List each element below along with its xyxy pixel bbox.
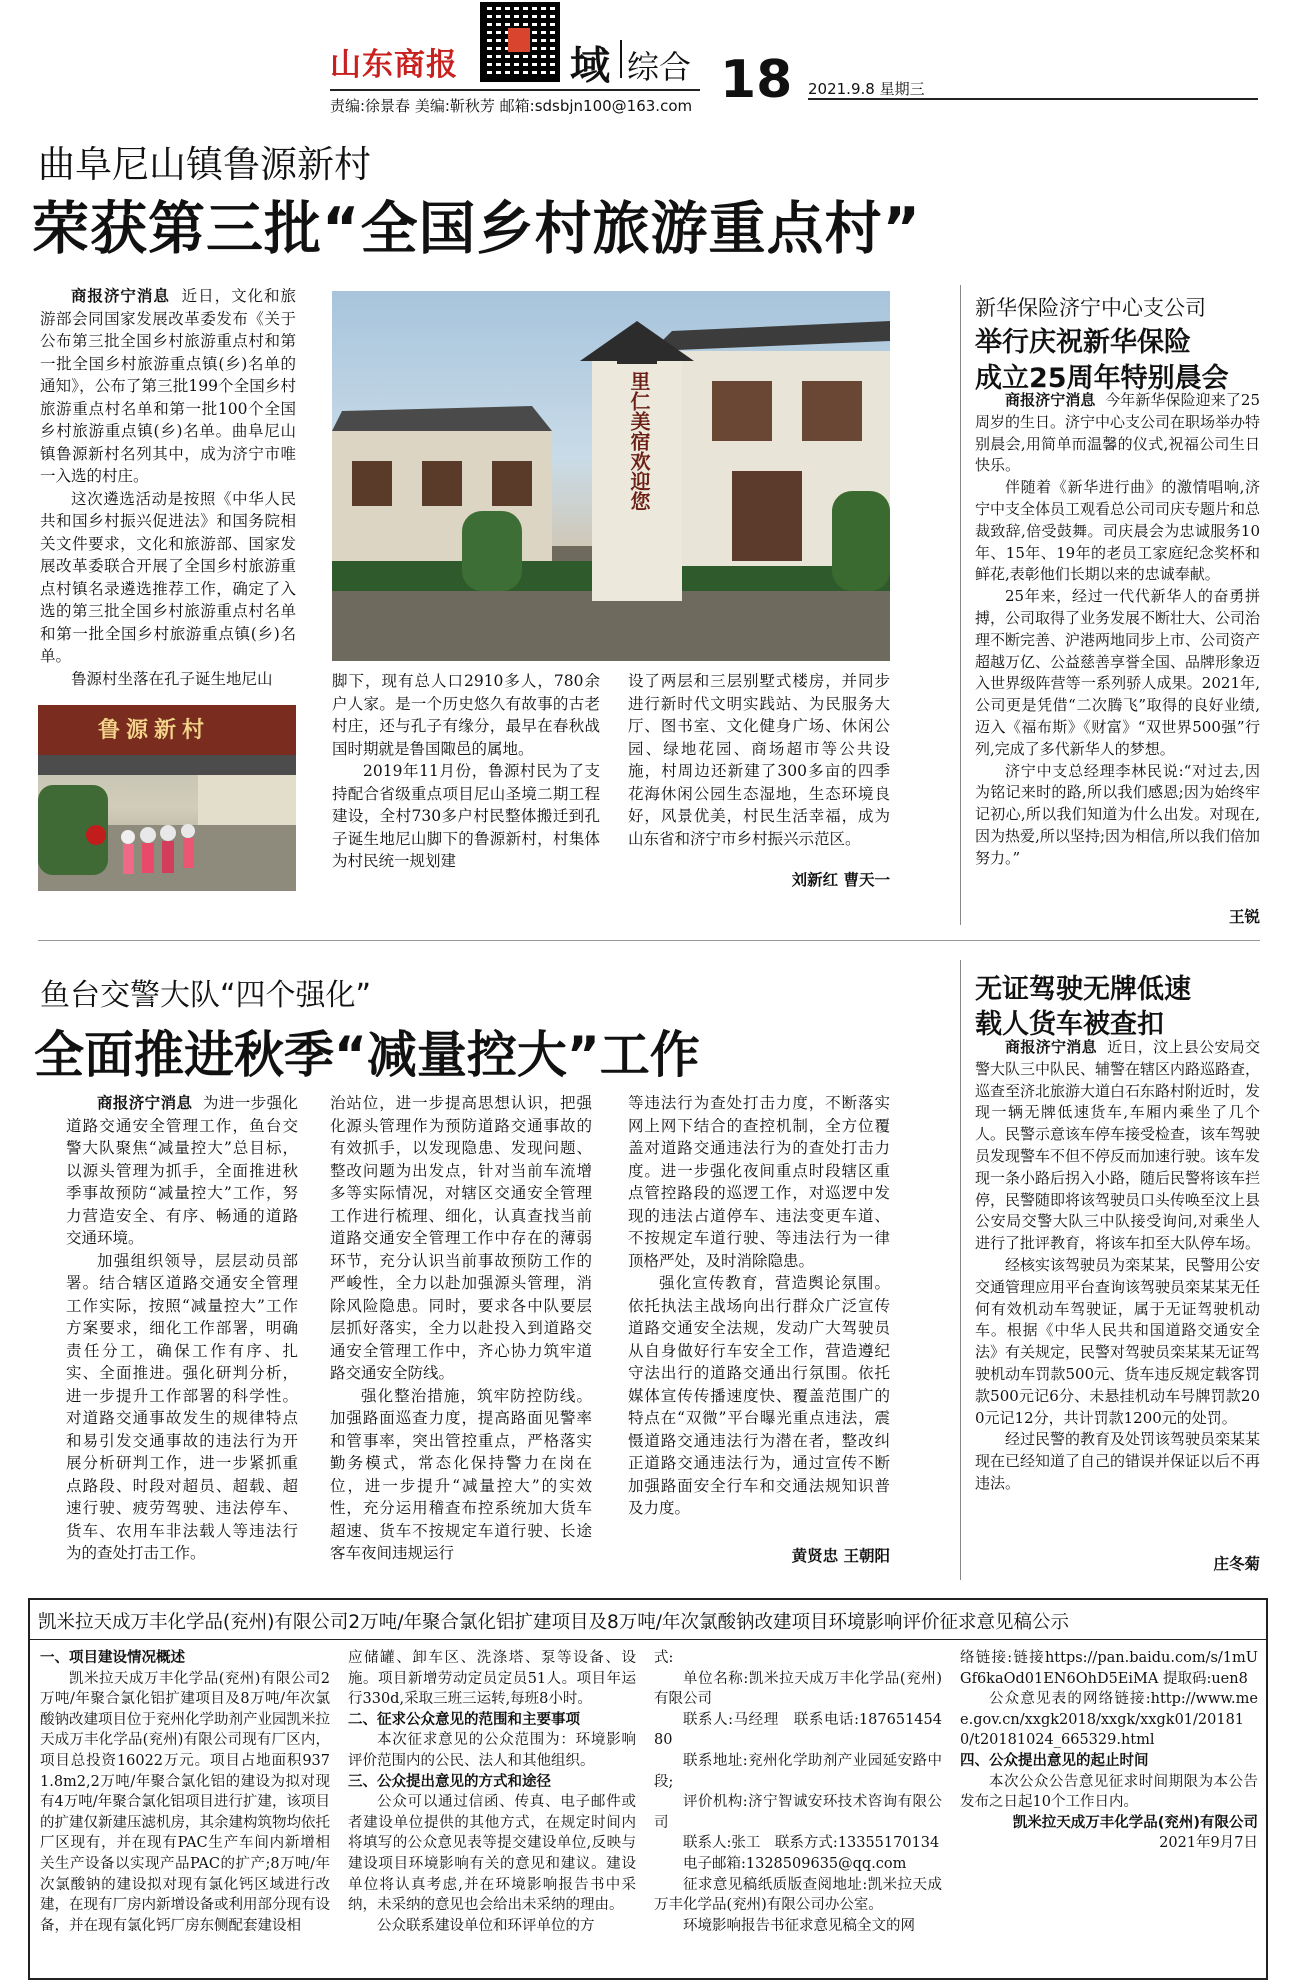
story1-p2: 这次遴选活动是按照《中华人民共和国乡村振兴促进法》和国务院相关文件要求，文化和旅游部、国家发展改革委联合开展了全国乡村旅游重点村镇名录遴选推荐工作，确定了入选的第三批全国乡村旅游重点村名单和第一批全国乡村旅游重点镇(乡)名单。 (40, 489, 296, 665)
story1-col3: 设了两层和三层别墅式楼房，并同步进行新时代文明实践站、为民服务大厅、图书室、文化健身广场、休闲公园、绿地花园、商场超市等公共设施，村周边还新建了300多亩的四季花海休闲公园生态湿地，生态环境良好，风景优美，村民生活幸福，成为山东省和济宁市乡村振兴示范区。 (628, 672, 890, 848)
issue-date: 2021.9.8 星期三 (808, 80, 925, 98)
notice-h2: 二、征求公众意见的范围和主要事项 (348, 1711, 580, 1728)
notice-title: 凯米拉天成万丰化学品(兖州)有限公司2万吨/年聚合氯化铝扩建项目及8万吨/年次氯酸钠改建项目环境影响评价征求意见稿公示 (38, 1612, 1069, 1633)
notice-c3-paper: 征求意见稿纸质版查阅地址:凯米拉天成万丰化学品(兖州)有限公司办公室。 (654, 1876, 942, 1914)
story1-column-2 (332, 670, 600, 895)
story2-lead: 商报济宁消息 (1005, 391, 1096, 409)
story2-kicker: 新华保险济宁中心支公司 (975, 296, 1206, 320)
qr-center (508, 28, 530, 52)
story2-body (975, 390, 1260, 890)
notice-c4-p0: 络链接:链接https://pan.baidu.com/s/1mUGf6kaOd01EN6OhD5EiMA 提取码:uen8 (960, 1650, 1258, 1687)
notice-column-2 (348, 1648, 636, 1974)
story1-lead: 商报济宁消息 (71, 287, 170, 305)
photo2-banner: 鲁源新村 (98, 718, 211, 743)
editors-line: 责编:徐景春 美编:靳秋芳 邮箱:sdsbjn100@163.com (330, 97, 693, 115)
notice-c4-p2: 本次公众公告意见征求时间期限为本公告发布之日起10个工作日内。 (960, 1773, 1258, 1811)
column-divider-bottom (960, 960, 961, 1580)
story4-byline: 庄冬菊 (1213, 1555, 1260, 1573)
story3-col3b: 强化宣传教育，营造舆论氛围。依托执法主战场向出行群众广泛宣传道路交通安全法规，发动广大驾驶员从自身做好行车安全工作，营造遵纪守法出行的道路交通出行氛围。依托媒体宣传传播速度快、覆盖范围广的特点在“双微”平台曝光重点违法，震慑道路交通违法行为潜在者，整改纠正道路交通违法行为，通过宣传不断加强路面安全行车和交通法规知识普及力度。 (628, 1274, 890, 1517)
story1-p3: 鲁源村坐落在孔子诞生地尼山 (71, 669, 273, 688)
notice-c1-p1: 凯米拉天成万丰化学品(兖州)有限公司2万吨/年聚合氯化铝扩建项目及8万吨/年次氯酸钠改建项目位于兖州化学助剂产业园凯米拉天成万丰化学品(兖州)有限公司现有厂区内，项目总投资16022万元。项目占地面积9371.8m2,2万吨/年聚合氯化铝的建设为拟对现有4万吨/年聚合氯化铝项目进行扩建，该项目的扩建仅新建压滤机房，其余建构筑物均依托厂区现有，并在现有PAC生产车间内新增相关生产设备以实现产品PAC的扩产;8万吨/年次氯酸钠的建设拟对现有氯化钙区域进行改建，在现有厂房内新增设备或利用部分现有设备，并在现有氯化钙厂房东侧配套建设相 (40, 1670, 330, 1934)
section-char: 域 (570, 43, 610, 89)
story3-byline: 黄贤忠 王朝阳 (791, 1547, 890, 1565)
story2-p2: 伴随着《新华进行曲》的激情唱响,济宁中支全体员工观看总公司司庆专题片和总裁致辞,倍受鼓舞。司庆晨会为忠诚服务10年、15年、19年的老员工家庭纪念奖杯和鲜花,表彰他们长期以来的忠诚奉献。 (975, 478, 1260, 584)
notice-c3-link: 环境影响报告书征求意见稿全文的网 (683, 1917, 915, 1934)
notice-box (28, 1598, 1268, 1980)
notice-c3-contact: 联系人:马经理 联系电话:18765145480 (654, 1711, 942, 1749)
story1-headline: 荣获第三批“全国乡村旅游重点村” (32, 196, 921, 262)
notice-c2-p1: 本次征求意见的公众范围为：环境影响评价范围内的公民、法人和其他组织。 (348, 1732, 636, 1769)
photo1-drawing (332, 291, 890, 661)
notice-c2-p3: 公众联系建设单位和环评单位的方 (377, 1917, 595, 1934)
story3-col3: 等违法行为查处打击力度，不断落实网上网下结合的查控机制，全方位覆盖对道路交通违法行为的查处打击力度。进一步强化夜间重点时段辖区重点管控路段的巡逻工作，对巡逻中发现的违法占道停车、违法变更车道、不按规定车道行驶、等违法行为一律顶格严处，及时消除隐患。 (628, 1094, 890, 1270)
notice-c3-p0: 式: (654, 1650, 674, 1666)
story3-column-2 (330, 1092, 592, 1562)
notice-c3-eval: 评价机构:济宁智诚安环技术咨询有限公司 (654, 1794, 942, 1831)
notice-c2-p2: 公众可以通过信函、传真、电子邮件或者建设单位提供的其他方式，在规定时间内将填写的公众意见表等提交建设单位,反映与建设项目环境影响有关的意见和建议。建设单位将认真考虑,并在环境影响报告书中采纳，未采纳的意见也会给出未采纳的理由。 (348, 1794, 636, 1914)
story3-kicker: 鱼台交警大队“四个强化” (40, 978, 372, 1013)
story2-p3: 25年来，经过一代代新华人的奋勇拼搏，公司取得了业务发展不断壮大、公司治理不断完善、沪港两地同步上市、公司资产超越万亿、公益慈善享誉全国、品牌形象迈入世界级阵营等一系列骄人成果。2021年,公司更是凭借“二次腾飞”取得的良好业绩,迈入《福布斯》《财富》“双世界500强”行列,完成了多代新华人的梦想。 (975, 587, 1260, 758)
story1-photo-street (38, 705, 296, 891)
photo1-sign: 里仁美宿欢迎您 (627, 371, 651, 511)
story2-byline: 王锐 (1228, 908, 1260, 926)
story4-headline-2: 载人货车被查扣 (975, 1009, 1164, 1040)
story1-column-1 (40, 285, 296, 705)
masthead-rule (330, 89, 700, 91)
story3-lead: 商报济宁消息 (97, 1094, 193, 1112)
notice-sign: 凯米拉天成万丰化学品(兖州)有限公司 (1012, 1814, 1258, 1831)
story1-column-3 (628, 670, 890, 855)
story4-body (975, 1037, 1260, 1545)
story4-p3: 经过民警的教育及处罚该驾驶员栾某某现在已经知道了自己的错误并保证以后不再违法。 (975, 1430, 1260, 1492)
notice-h3: 三、公众提出意见的方式和途径 (348, 1773, 551, 1790)
story3-headline: 全面推进秋季“减量控大”工作 (34, 1026, 700, 1084)
story1-col2b: 2019年11月份，鲁源村民为了支持配合省级重点项目尼山圣境二期工程建设，全村730多户村民整体搬迁到孔子诞生地尼山脚下的鲁源新村，村集体为村民统一规划建 (332, 762, 600, 870)
section-divider (620, 40, 622, 78)
notice-c3-addr: 联系地址:兖州化学助剂产业园延安路中段; (654, 1752, 942, 1790)
notice-c4-p1: 公众意见表的网络链接:http://www.mee.gov.cn/xxgk2018/xxgk/xxgk01/201810/t20181024_665329.html (960, 1691, 1258, 1749)
paper-logo (330, 44, 468, 86)
story4-p1: 近日，汶上县公安局交警大队三中队民、辅警在辖区内路巡路查，巡查至济北旅游大道白石东路村附近时，发现一辆无牌低速货车,车厢内乘坐了几个人。民警示意该车停车接受检查，该车驾驶员发现警车不但不停反而加速行驶。该车发现一条小路后拐入小路，随后民警将该车拦停，民警随即将该驾驶员口头传唤至汶上县公安局交警大队三中队接受询问,对乘坐人进行了批评教育，将该车扣至大队停车场。 (975, 1038, 1260, 1253)
story1-p1: 近日，文化和旅游部会同国家发展改革委发布《关于公布第三批全国乡村旅游重点村和第一批全国乡村旅游重点镇(乡)名单的通知》，公布了第三批199个全国乡村旅游重点村名单和第一批100个全国乡村旅游重点镇(乡)名单。曲阜尼山镇鲁源新村名列其中，成为济宁市唯一入选的村庄。 (40, 287, 296, 485)
notice-column-3 (654, 1648, 942, 1974)
notice-h4: 四、公众提出意见的起止时间 (960, 1752, 1149, 1769)
masthead-rule-right (808, 98, 1258, 100)
story1-col2: 脚下，现有总人口2910多人，780余户人家。是一个历史悠久有故事的古老村庄，还与孔子有缘分，最早在春秋战国时期就是鲁国陬邑的属地。 (332, 672, 600, 758)
story3-col2: 治站位，进一步提高思想认识，把强化源头管理作为预防道路交通事故的有效抓手，以发现隐患、发现问题、整改问题为出发点，针对当前车流增多等实际情况，对辖区交通安全管理工作进行梳理、细化，认真查找当前道路交通安全管理工作中存在的薄弱环节，充分认识当前事故预防工作的严峻性，全力以赴加强源头管理，消除风险隐患。同时，要求各中队要层层抓好落实，全力以赴投入到道路交通安全管理工作中，齐心协力筑牢道路交通安全防线。 (330, 1094, 592, 1382)
notice-title-bar (30, 1600, 1266, 1640)
story2-p4: 济宁中支总经理李林民说:“对过去,因为铭记来时的路,所以我们感恩;因为始终牢记初心,所以我们知道为什么出发。对现在,因为热爱,所以坚持;因为相信,所以我们倍加努力。” (975, 761, 1260, 867)
notice-h1: 一、项目建设情况概述 (40, 1650, 185, 1666)
story1-photo-village (332, 291, 890, 661)
section-name: 综合 (627, 48, 692, 86)
notice-c3-mail: 电子邮箱:1328509635@qq.com (683, 1855, 907, 1872)
story3-col1: 为进一步强化道路交通安全管理工作，鱼台交警大队聚焦“减量控大”总目标，以源头管理为抓手，全面推进秋季事故预防“减量控大”工作，努力营造安全、有序、畅通的道路交通环境。 (66, 1094, 298, 1247)
story1-byline: 刘新红 曹天一 (791, 871, 890, 889)
story1-kicker: 曲阜尼山镇鲁源新村 (38, 143, 371, 186)
story2-headline-2: 成立25周年特别晨会 (975, 363, 1229, 394)
masthead (0, 0, 1295, 115)
notice-date: 2021年9月7日 (1159, 1835, 1258, 1852)
page-number: 18 (720, 50, 793, 110)
notice-c3-contact2: 联系人:张工 联系方式:13355170134 (683, 1835, 940, 1852)
notice-c3-unit: 单位名称:凯米拉天成万丰化学品(兖州)有限公司 (654, 1670, 942, 1708)
section-divider-mid (38, 940, 1260, 941)
story4-headline-1: 无证驾驶无牌低速 (975, 974, 1191, 1005)
story3-col1b: 加强组织领导，层层动员部署。结合辖区道路交通安全管理工作实际，按照“减量控大”工作方案要求，细化工作部署，明确责任分工，确保工作有序、扎实、全面推进。强化研判分析，进一步提升工作部署的科学性。对道路交通事故发生的规律特点和易引发交通事故的违法行为开展分析研判工作，进一步紧抓重点路段、时段对超员、超载、超速行驶、疲劳驾驶、违法停车、货车、农用车非法载人等违法行为的查处打击工作。 (66, 1251, 298, 1562)
notice-column-1 (40, 1648, 330, 1974)
paper-name: 山东商报 (330, 47, 458, 83)
story3-column-1 (66, 1092, 298, 1562)
story3-col2b: 强化整治措施，筑牢防控防线。加强路面巡查力度，提高路面见警率和管事率，突出管控重点，严格落实勤务模式，常态化保持警力在岗在位，进一步提升“减量控大”的实效性，充分运用稽查布控系统加大货车超速、货车不按规定车道行驶、长途客车夜间违规运行 (330, 1386, 592, 1562)
story4-p2: 经核实该驾驶员为栾某某，民警用公安交通管理应用平台查询该驾驶员栾某某无任何有效机动车驾驶证，属于无证驾驶机动车。根据《中华人民共和国道路交通安全法》有关规定，民警对驾驶员栾某某无证驾驶机动车罚款500元、货车违反规定载客罚款500元记6分、未悬挂机动车号牌罚款200元记12分，共计罚款1200元的处罚。 (975, 1255, 1260, 1427)
column-divider-top (960, 285, 961, 925)
notice-column-4 (960, 1648, 1258, 1974)
story2-headline-1: 举行庆祝新华保险 (975, 327, 1191, 358)
story4-lead: 商报济宁消息 (1005, 1038, 1097, 1056)
story2-p1: 今年新华保险迎来了25周岁的生日。济宁中心支公司在职场举办特别晨会,用简单而温馨的仪式,祝福公司生日快乐。 (975, 391, 1260, 475)
story3-column-3 (628, 1092, 890, 1542)
notice-c2-p0: 应储罐、卸车区、洗涤塔、泵等设备、设施。项目新增劳动定员定员51人。项目年运行330d,采取三班三运转,每班8小时。 (348, 1650, 636, 1708)
